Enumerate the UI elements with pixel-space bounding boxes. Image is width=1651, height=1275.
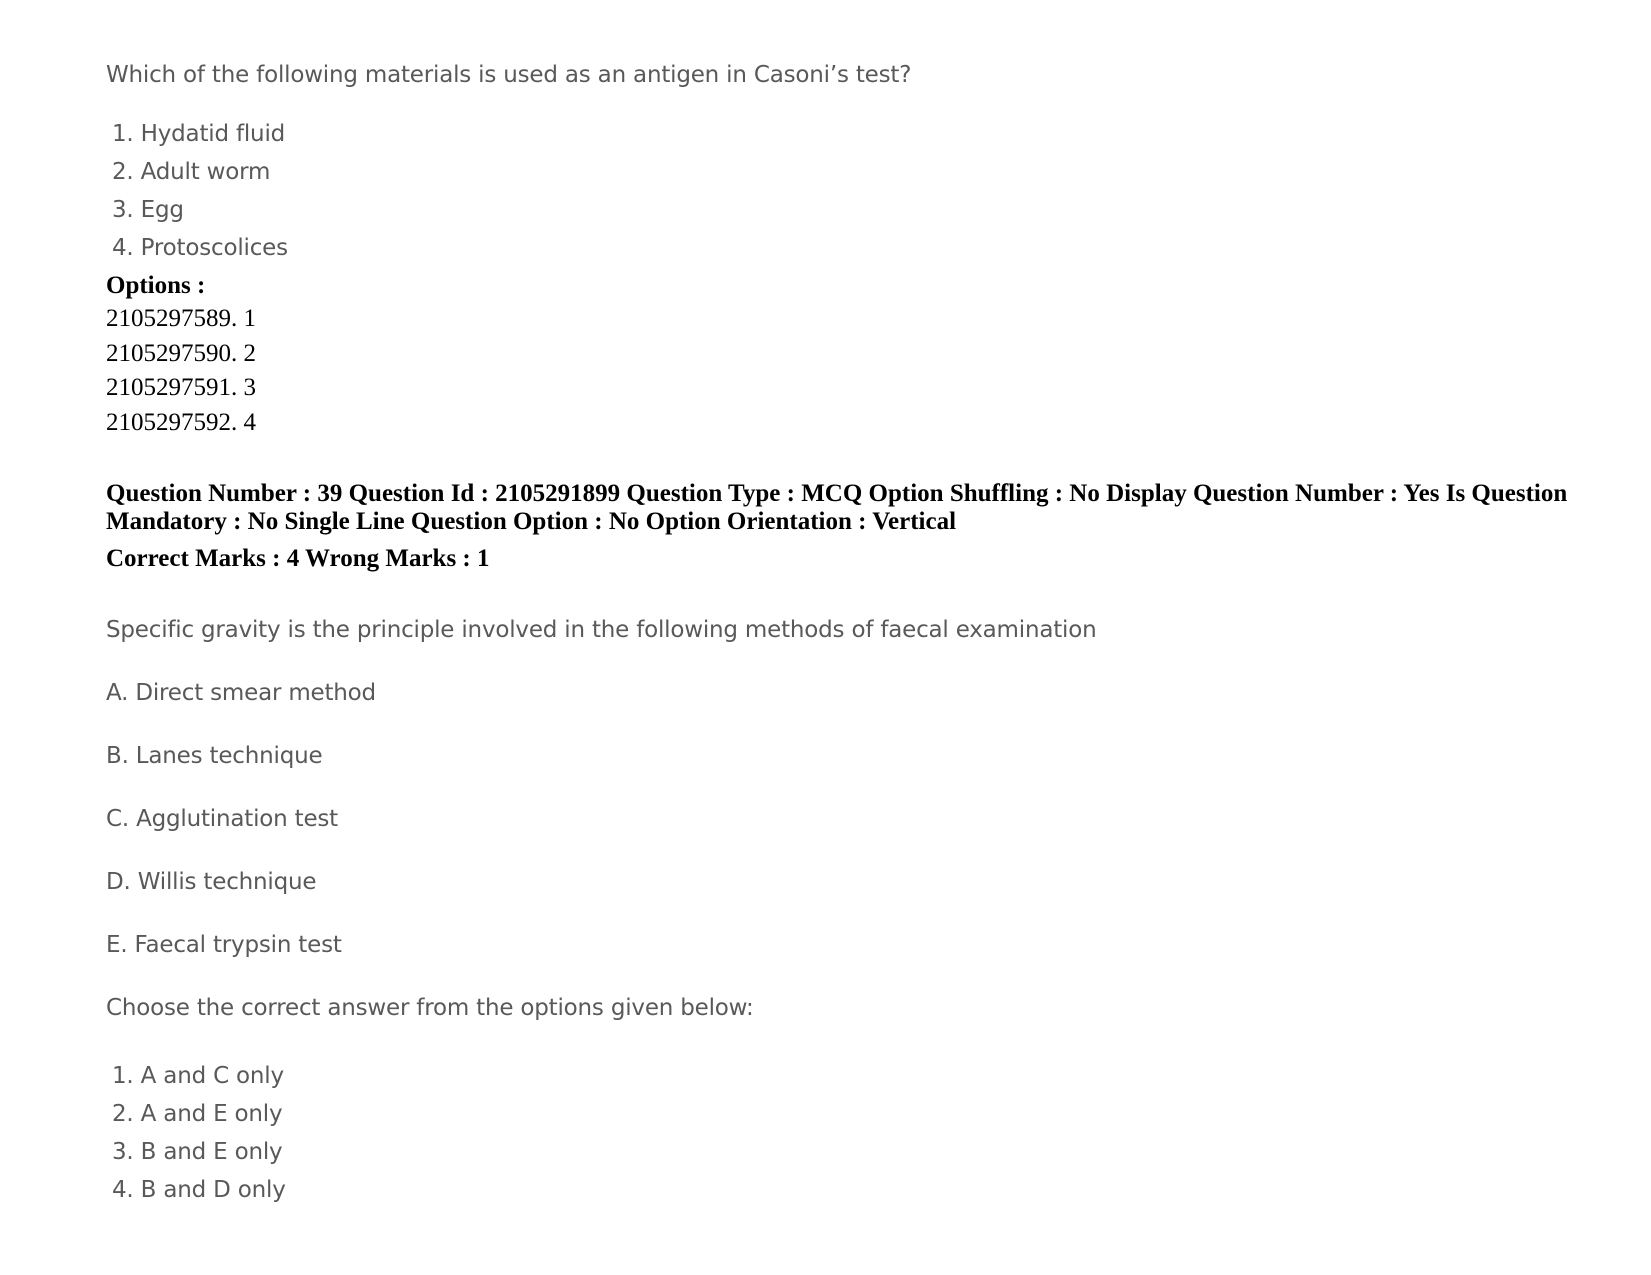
q39-statement-d: D. Willis technique [106, 869, 317, 895]
q39-choice: 1. A and C only [112, 1063, 284, 1089]
q39-choice-list [112, 1057, 286, 1209]
options-label: Options : [106, 272, 206, 299]
option-id: 2105297591. 3 [106, 374, 256, 401]
q39-choice: 4. B and D only [112, 1177, 286, 1203]
q39-metadata: Question Number : 39 Question Id : 2105291899 Question Type : MCQ Option Shuffling : No Display Question Number : Yes Is Question Mandatory : No Single Line Question Option : No Option Orientation : Vertical [106, 480, 1568, 535]
q38-choice: 1. Hydatid fluid [112, 121, 286, 147]
q39-choice: 3. B and E only [112, 1139, 283, 1165]
q39-statement-c: C. Agglutination test [106, 806, 338, 832]
q38-choice: 4. Protoscolices [112, 235, 288, 261]
q38-choice: 2. Adult worm [112, 159, 271, 185]
option-id: 2105297590. 2 [106, 339, 256, 367]
option-id: 2105297592. 4 [106, 408, 256, 436]
q39-statement-e: E. Faecal trypsin test [106, 932, 342, 958]
q38-choice-list [112, 115, 288, 267]
q39-marks: Correct Marks : 4 Wrong Marks : 1 [106, 545, 490, 572]
q39-choice: 2. A and E only [112, 1101, 283, 1127]
q39-question-text: Specific gravity is the principle involved in the following methods of faecal examination [106, 617, 1097, 643]
q39-instruction: Choose the correct answer from the options given below: [106, 995, 754, 1021]
q38-option-id-list [106, 302, 256, 440]
q39-statement-b: B. Lanes technique [106, 743, 323, 769]
q38-choice: 3. Egg [112, 197, 184, 223]
q39-statement-a: A. Direct smear method [106, 680, 376, 706]
option-id: 2105297589. 1 [106, 305, 256, 332]
q38-question-text: Which of the following materials is used as an antigen in Casoni’s test? [106, 62, 912, 88]
